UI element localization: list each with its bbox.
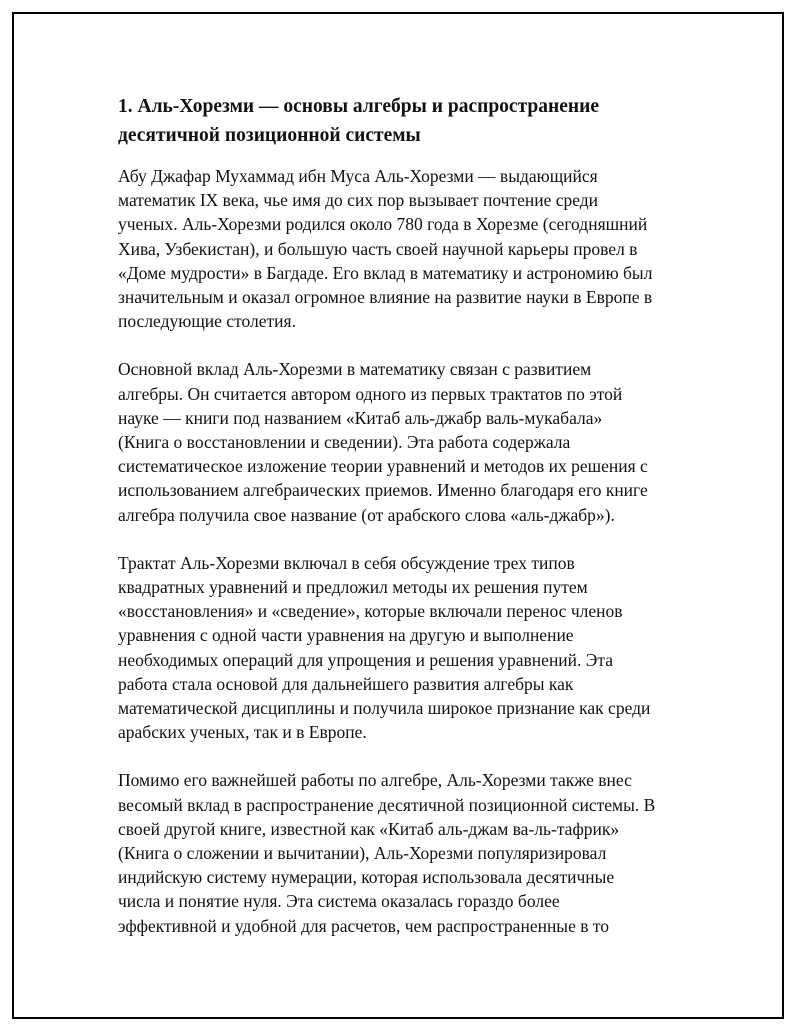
- text-line: «восстановления» и «сведение», которые включали перенос членов: [118, 601, 623, 622]
- text-line: науке — книги под названием «Китаб аль-джабр валь-мукабала»: [118, 407, 603, 428]
- text-line: уравнения с одной части уравнения на другую и выполнение: [118, 625, 574, 646]
- text-line: последующие столетия.: [118, 311, 296, 332]
- text-line: необходимых операций для упрощения и решения уравнений. Эта: [118, 649, 613, 670]
- heading-line: 1. Аль-Хорезми — основы алгебры и распространение: [118, 96, 600, 117]
- text-line: «Доме мудрости» в Багдаде. Его вклад в математику и астрономию был: [118, 262, 653, 283]
- paragraph-decimal-system: [118, 768, 698, 937]
- paragraph-algebra: [118, 357, 698, 526]
- text-line: весомый вклад в распространение десятичной позиционной системы. В: [118, 794, 656, 815]
- text-line: ученых. Аль-Хорезми родился около 780 года в Хорезме (сегодняшний: [118, 214, 648, 235]
- text-line: Трактат Аль-Хорезми включал в себя обсуждение трех типов: [118, 552, 575, 573]
- text-line: математической дисциплины и получила широкое признание как среди: [118, 698, 651, 719]
- paragraph-treatise: [118, 551, 698, 745]
- text-line: арабских ученых, так и в Европе.: [118, 722, 367, 743]
- text-line: значительным и оказал огромное влияние на развитие науки в Европе в: [118, 287, 653, 308]
- text-line: числа и понятие нуля. Эта система оказалась гораздо более: [118, 891, 560, 912]
- text-line: Абу Джафар Мухаммад ибн Муса Аль-Хорезми — выдающийся: [118, 166, 598, 186]
- text-line: эффективной и удобной для расчетов, чем распространенные в то: [118, 915, 610, 936]
- text-line: индийскую систему нумерации, которая использовала десятичные: [118, 867, 615, 888]
- text-line: систематическое изложение теории уравнений и методов их решения с: [118, 456, 648, 477]
- text-line: Хива, Узбекистан), и большую часть своей научной карьеры провел в: [118, 238, 638, 259]
- text-line: (Книга о восстановлении и сведении). Эта работа содержала: [118, 432, 571, 453]
- text-line: алгебра получила свое название (от арабского слова «аль-джабр»).: [118, 504, 615, 525]
- text-line: использованием алгебраических приемов. Именно благодаря его книге: [118, 480, 648, 501]
- text-line: (Книга о сложении и вычитании), Аль-Хорезми популяризировал: [118, 843, 607, 864]
- text-line: математик IX века, чье имя до сих пор вызывает почтение среди: [118, 190, 599, 211]
- text-line: Помимо его важнейшей работы по алгебре, Аль-Хорезми также внес: [118, 770, 632, 791]
- section-heading: [118, 92, 698, 150]
- heading-line: десятичной позиционной системы: [118, 125, 421, 146]
- text-line: своей другой книге, известной как «Китаб аль-джам ва-ль-тафрик»: [118, 818, 620, 839]
- document-content: [118, 92, 698, 962]
- text-line: Основной вклад Аль-Хорезми в математику связан с развитием: [118, 359, 592, 380]
- text-line: алгебры. Он считается автором одного из первых трактатов по этой: [118, 383, 623, 404]
- paragraph-biography: [118, 164, 698, 333]
- text-line: квадратных уравнений и предложил методы их решения путем: [118, 577, 588, 598]
- text-line: работа стала основой для дальнейшего развития алгебры как: [118, 673, 574, 694]
